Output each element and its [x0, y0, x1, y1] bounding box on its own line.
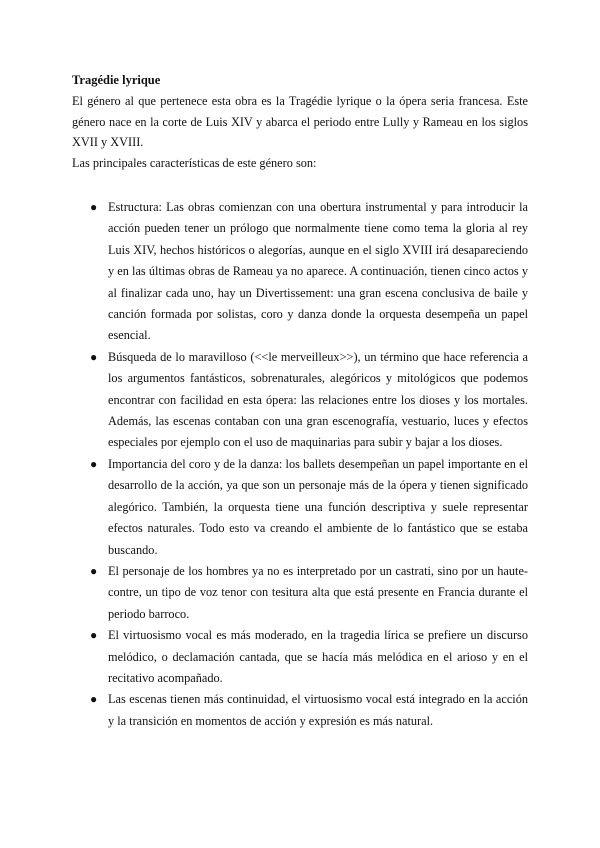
bullet-icon: ●: [90, 563, 98, 578]
section-title: Tragédie lyrique: [72, 73, 161, 87]
bullet-icon: ●: [90, 200, 98, 214]
list-item: [72, 454, 528, 561]
lead-paragraph: Las principales características de este género son:: [72, 155, 317, 170]
bullet-icon: ●: [90, 456, 98, 471]
list-item-text: El virtuosismo vocal es más moderado, en la tragedia lírica se prefiere un discurso melódico, o declamación cantada, que se hacía más melódica en el arioso y en el recitativo acompañado.: [108, 628, 528, 685]
list-item: [72, 197, 528, 347]
list-item-text: Estructura: Las obras comienzan con una obertura instrumental y para introducir la acción pueden tener un prólogo que normalmente tiene como tema la gloria al rey Luis XIV, hechos históricos o alegorías, aunque en el siglo XVIII irá desapareciendo y en las últimas obras de Rameau ya no aparece. A continuación, tienen cinco actos y al finalizar cada uno, hay un Divertissement: una gran escena conclusiva de baile y canción formada por solistas, coro y danza donde la orquesta desempeña un papel esencial.: [108, 200, 528, 343]
list-item-text: Importancia del coro y de la danza: los ballets desempeñan un papel importante en el desarrollo de la acción, ya que son un personaje más de la ópera y tienen significado alegórico. También, la orquesta tiene una función descriptiva y suele representar efectos naturales. Todo esto va creando el ambiente de lo fantástico que se estaba buscando.: [108, 456, 528, 557]
list-item: [72, 561, 528, 625]
list-item: [72, 347, 528, 454]
bullet-icon: ●: [90, 628, 98, 643]
list-item: [72, 689, 528, 732]
list-item-text: Las escenas tienen más continuidad, el virtuosismo vocal está integrado en la acción y la transición en momentos de acción y expresión es más natural.: [108, 692, 528, 728]
list-item-text: Búsqueda de lo maravilloso (<<le merveilleux>>), un término que hace referencia a los argumentos fantásticos, sobrenaturales, alegóricos y mitológicos que podemos encontrar con facilidad en esta ópera: las relaciones entre los dioses y los mortales. Además, las escenas contaban con una gran escenografía, vestuario, luces y efectos especiales por ejemplo con el uso de maquinarias para subir y bajar a los dioses.: [108, 349, 528, 450]
bullet-icon: ●: [90, 349, 98, 364]
list-item-text: El personaje de los hombres ya no es interpretado por un castrati, sino por un haute-contre, un tipo de voz tenor con tesitura alta que está presente en Francia durante el periodo barroco.: [108, 563, 528, 621]
document-page: [72, 70, 528, 732]
intro-paragraph: El género al que pertenece esta obra es la Tragédie lyrique o la ópera seria francesa. Este género nace en la corte de Luis XIV y abarca el periodo entre Lully y Rameau en los siglos XVII y XVIII.: [72, 94, 528, 149]
bullet-icon: ●: [90, 692, 98, 707]
characteristics-list: [72, 197, 528, 732]
list-item: [72, 625, 528, 689]
